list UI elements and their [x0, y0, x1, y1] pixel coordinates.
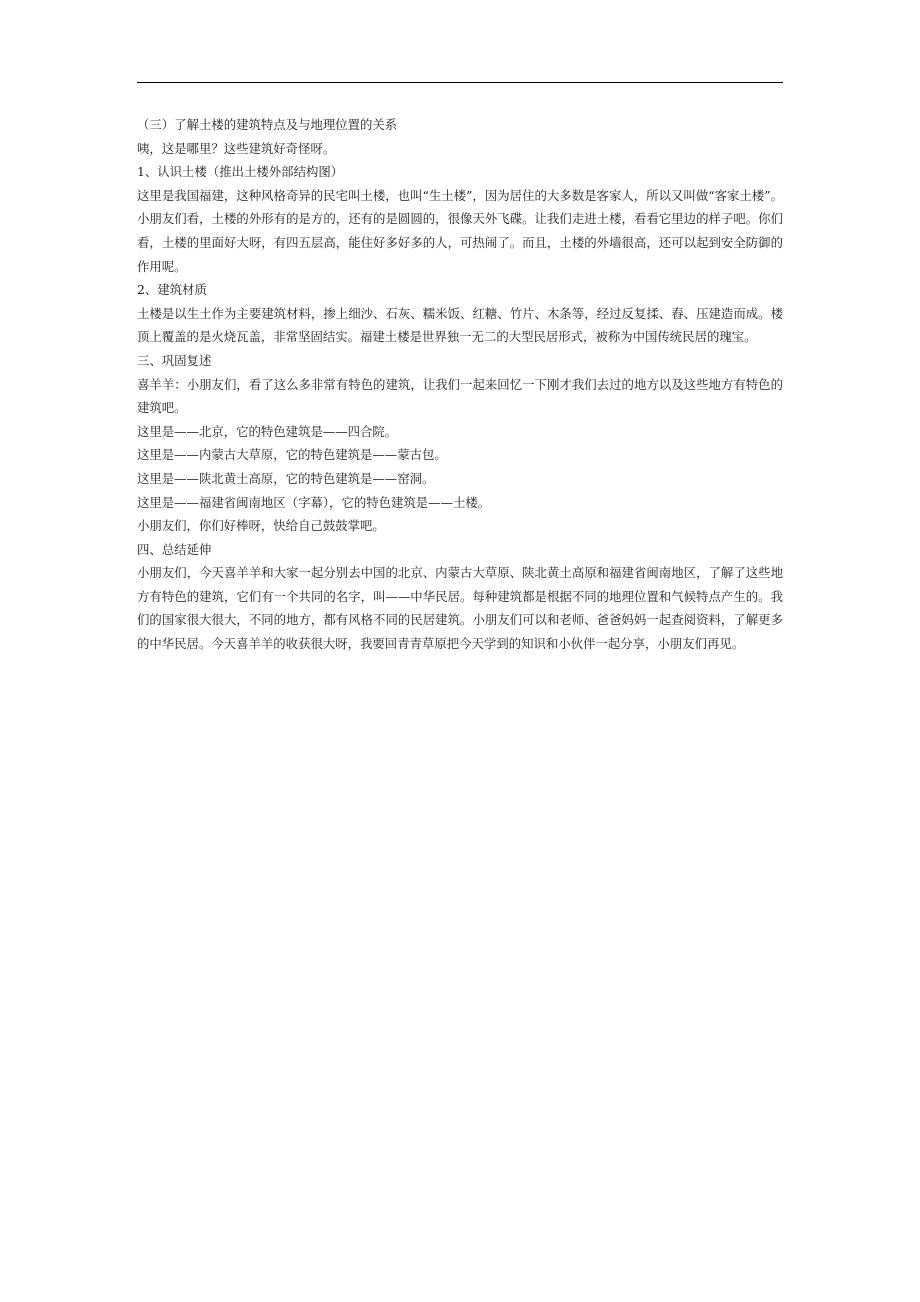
subheading-recognize-tulou: 1、认识土楼（推出土楼外部结构图）	[137, 164, 344, 180]
review-item-beijing: 这里是——北京，它的特色建筑是——四合院。	[137, 423, 398, 439]
section-heading-review: 三、巩固复述	[137, 352, 212, 368]
text-line: 看，土楼的里面好大呀，有四五层高，能住好多好多的人，可热闹了。而且，土楼的外墙很高，还可以起到安全防御的	[137, 234, 783, 250]
section-heading-tulou: （三）了解土楼的建筑特点及与地理位置的关系	[137, 117, 398, 132]
text-line: 喜羊羊：小朋友们，看了这么多非常有特色的建筑，让我们一起来回忆一下刚才我们去过的地方以及这些地方有特色的	[137, 376, 783, 392]
review-applause: 小朋友们，你们好棒呀，快给自己鼓鼓掌吧。	[137, 518, 385, 534]
text-line: 土楼是以生土作为主要建筑材料，掺上细沙、石灰、糯米饭、红糖、竹片、木条等，经过反复揉、舂、压建造而成。楼	[137, 305, 783, 321]
paragraph-summary	[137, 561, 783, 655]
intro-question: 咦，这是哪里？这些建筑好奇怪呀。	[137, 140, 336, 156]
text-line: 小朋友们看，土楼的外形有的是方的，还有的是圆圆的，很像天外飞碟。让我们走进土楼，看看它里边的样子吧。你们	[137, 211, 783, 227]
text-line: 小朋友们，今天喜羊羊和大家一起分别去中国的北京、内蒙古大草原、陕北黄土高原和福建省闽南地区，了解了这些地	[137, 565, 783, 581]
review-item-shaanbei: 这里是——陕北黄土高原，它的特色建筑是——窑洞。	[137, 470, 435, 486]
section-heading-summary: 四、总结延伸	[137, 541, 212, 557]
text-line: 顶上覆盖的是火烧瓦盖，非常坚固结实。福建土楼是世界独一无二的大型民居形式，被称为中国传统民居的瑰宝。	[137, 329, 757, 345]
paragraph-building-material	[137, 302, 783, 349]
text-line: 作用呢。	[137, 258, 187, 274]
review-item-inner-mongolia: 这里是——内蒙古大草原，它的特色建筑是——蒙古包。	[137, 447, 447, 463]
text-line: 这里是我国福建，这种风格奇异的民宅叫土楼，也叫“生土楼”，因为居住的大多数是客家人，所以又叫做“客家土楼”。	[137, 187, 783, 203]
header-rule	[137, 82, 783, 83]
subheading-building-material: 2、建筑材质	[137, 282, 207, 298]
text-line: 建筑吧。	[137, 400, 187, 416]
text-line: 的中华民居。今天喜羊羊的收获很大呀，我要回青青草原把今天学到的知识和小伙伴一起分享，小朋友们再见。	[137, 636, 745, 652]
text-line: 方有特色的建筑，它们有一个共同的名字，叫——中华民居。每种建筑都是根据不同的地理位置和气候特点产生的。我	[137, 588, 783, 604]
review-item-fujian: 这里是——福建省闽南地区（字幕），它的特色建筑是——土楼。	[137, 494, 491, 510]
text-line: 们的国家很大很大，不同的地方，都有风格不同的民居建筑。小朋友们可以和老师、爸爸妈妈一起查阅资料，了解更多	[137, 612, 783, 628]
paragraph-review-intro	[137, 373, 783, 420]
document-body	[137, 113, 783, 656]
paragraph-tulou-description	[137, 184, 783, 278]
